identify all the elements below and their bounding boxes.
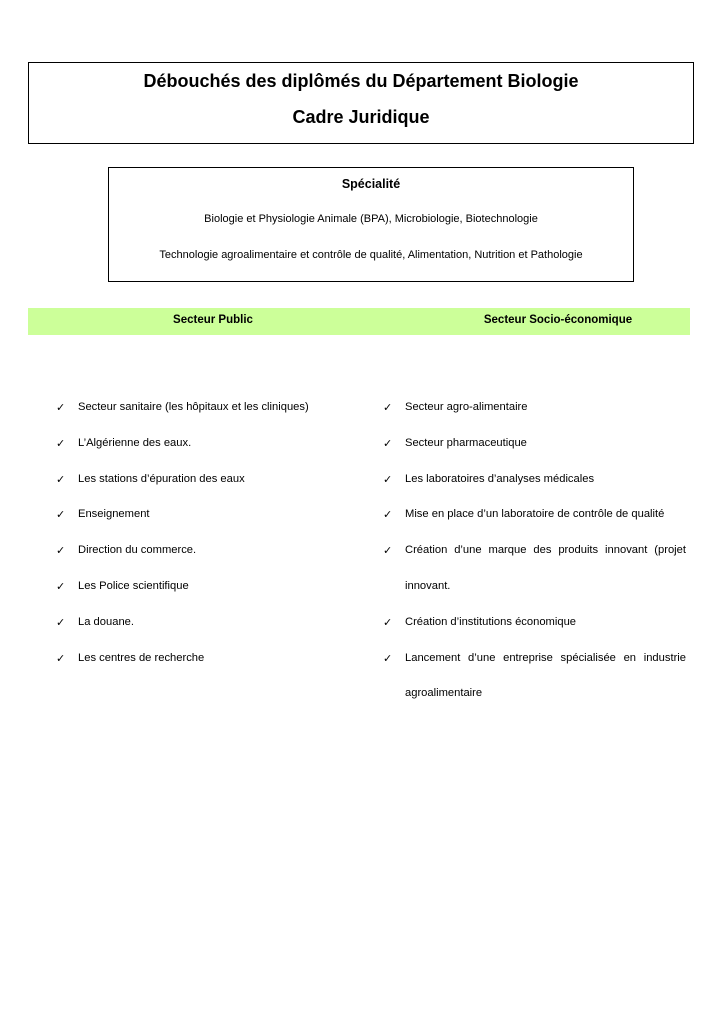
checkmark-icon: ✓ — [383, 436, 393, 450]
list-item: ✓ Les laboratoires d’analyses médicales — [383, 462, 686, 498]
checkmark-icon: ✓ — [383, 472, 393, 486]
list-item: ✓ Lancement d’une entreprise spécialisée en industrie agroalimentaire — [383, 641, 686, 713]
specialite-heading: Spécialité — [341, 177, 401, 191]
checkmark-icon: ✓ — [56, 401, 66, 414]
public-list — [56, 390, 356, 676]
checkmark-icon: ✓ — [383, 544, 393, 558]
checkmark-icon: ✓ — [56, 651, 66, 665]
specialite-line-2: Technologie agroalimentaire et contrôle de qualité, Alimentation, Nutrition et Pathologie — [159, 249, 583, 261]
checkmark-icon: ✓ — [56, 436, 66, 450]
checkmark-icon: ✓ — [383, 508, 393, 522]
specialite-box — [108, 167, 634, 282]
list-item: ✓ Création d’institutions économique — [383, 605, 686, 641]
list-item: ✓ Mise en place d’un laboratoire de contrôle de qualité — [383, 497, 686, 533]
checkmark-icon: ✓ — [56, 615, 66, 629]
document-subtitle: Cadre Juridique — [292, 107, 430, 127]
checkmark-icon: ✓ — [56, 579, 66, 593]
list-item: ✓ Enseignement — [56, 497, 356, 533]
list-item: ✓ L’Algérienne des eaux. — [56, 426, 356, 462]
specialite-line-1: Biologie et Physiologie Animale (BPA), Microbiologie, Biotechnologie — [204, 213, 538, 225]
checkmark-icon: ✓ — [383, 615, 393, 629]
title-box — [28, 62, 694, 144]
secteur-socio-heading: Secteur Socio-économique — [483, 314, 633, 326]
list-item: ✓ Les Police scientifique — [56, 569, 356, 605]
checkmark-icon: ✓ — [383, 401, 393, 414]
checkmark-icon: ✓ — [56, 472, 66, 486]
list-item: ✓ Direction du commerce. — [56, 533, 356, 569]
list-item: ✓ Création d’une marque des produits innovant (projet innovant. — [383, 533, 686, 605]
list-item: ✓ Secteur sanitaire (les hôpitaux et les cliniques) — [56, 390, 356, 426]
list-item: ✓ Les centres de recherche — [56, 641, 356, 677]
checkmark-icon: ✓ — [56, 544, 66, 558]
document-title: Débouchés des diplômés du Département Biologie — [143, 71, 579, 91]
list-item: ✓ Les stations d’épuration des eaux — [56, 462, 356, 498]
sector-header-band — [28, 308, 690, 335]
list-item: ✓ Secteur pharmaceutique — [383, 426, 686, 462]
checkmark-icon: ✓ — [56, 508, 66, 522]
secteur-public-heading: Secteur Public — [173, 314, 253, 326]
list-item: ✓ La douane. — [56, 605, 356, 641]
list-item: ✓ Secteur agro-alimentaire — [383, 390, 686, 426]
checkmark-icon: ✓ — [383, 651, 393, 665]
socio-list — [383, 390, 686, 712]
